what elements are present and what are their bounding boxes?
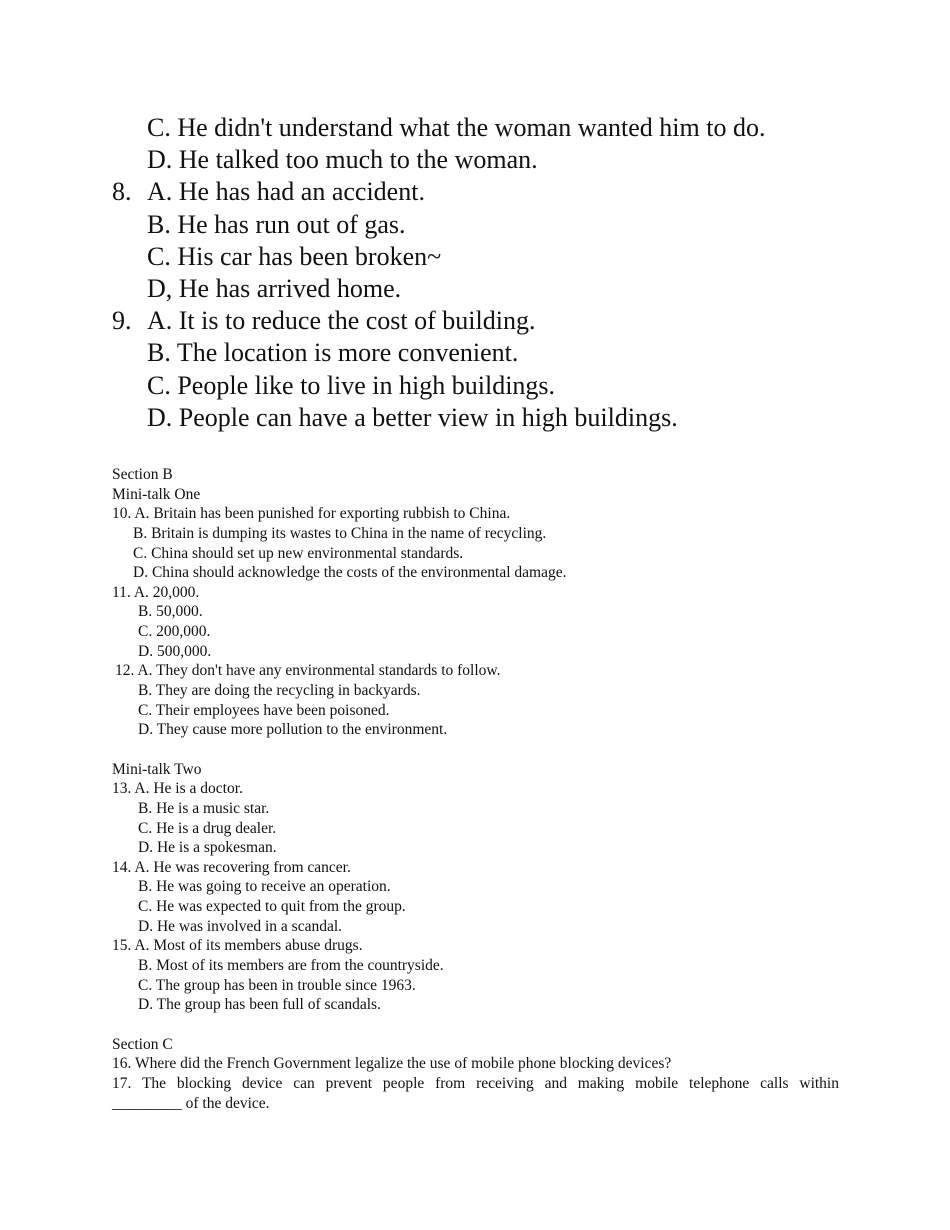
question-number: 8. [112,177,132,207]
spacer [112,740,839,760]
question-15-option-b: B. Most of its members are from the countryside. [138,957,444,975]
question-10-option-b: B. Britain is dumping its wastes to China in the name of recycling. [133,524,547,542]
option-text: A. He has had an accident. [147,177,425,207]
question-17-line-1: 17. The blocking device can prevent people from receiving and making mobile telephone calls within [112,1074,839,1092]
question-14-option-d: D. He was involved in a scandal. [138,917,343,935]
question-10-option-a: 10. A. Britain has been punished for exporting rubbish to China. [112,505,511,523]
minitalk-heading: Mini-talk One [112,485,201,503]
question-12-option-d: D. They cause more pollution to the environment. [138,721,448,739]
spacer [112,1015,839,1035]
question-10-option-c: C. China should set up new environmental standards. [133,544,464,562]
option-text: C. His car has been broken~ [147,241,442,271]
question-16: 16. Where did the French Government legalize the use of mobile phone blocking devices? [112,1055,672,1073]
minitalk-heading: Mini-talk Two [112,760,202,778]
question-13-option-c: C. He is a drug dealer. [138,819,277,837]
option-text: C. He didn't understand what the woman wanted him to do. [147,113,766,142]
question-11-option-b: B. 50,000. [138,603,203,621]
section-heading: Section B [112,466,173,483]
question-11-option-a: 11. A. 20,000. [112,583,200,601]
question-15-option-a: 15. A. Most of its members abuse drugs. [112,937,363,955]
question-12-option-c: C. Their employees have been poisoned. [138,701,390,719]
question-13-option-d: D. He is a spokesman. [138,839,277,857]
question-14-option-a: 14. A. He was recovering from cancer. [112,858,351,876]
option-text: D. People can have a better view in high buildings. [147,402,678,432]
option-text: D, He has arrived home. [147,273,402,303]
question-14-option-c: C. He was expected to quit from the group. [138,898,406,916]
question-12-option-a: 12. A. They don't have any environmental standards to follow. [115,662,501,680]
question-number: 9. [112,306,132,336]
option-text: C. People like to live in high buildings. [147,370,556,400]
option-text: B. The location is more convenient. [147,338,519,368]
question-11-option-c: C. 200,000. [138,623,211,641]
option-text: A. It is to reduce the cost of building. [147,306,536,336]
question-14-option-b: B. He was going to receive an operation. [138,878,391,896]
option-text: B. He has run out of gas. [147,209,406,239]
option-text: D. He talked too much to the woman. [147,145,538,175]
question-11-option-d: D. 500,000. [138,642,212,660]
question-10-option-d: D. China should acknowledge the costs of the environmental damage. [133,564,567,582]
question-12-option-b: B. They are doing the recycling in backyards. [138,682,421,700]
sections-b-c [112,465,839,1113]
section-heading: Section C [112,1035,173,1053]
question-13-option-b: B. He is a music star. [138,799,270,817]
question-15-option-c: C. The group has been in trouble since 1963. [138,976,416,994]
question-13-option-a: 13. A. He is a doctor. [112,780,243,798]
question-15-option-d: D. The group has been full of scandals. [138,996,381,1014]
question-17-line-2: _________ of the device. [112,1094,270,1112]
